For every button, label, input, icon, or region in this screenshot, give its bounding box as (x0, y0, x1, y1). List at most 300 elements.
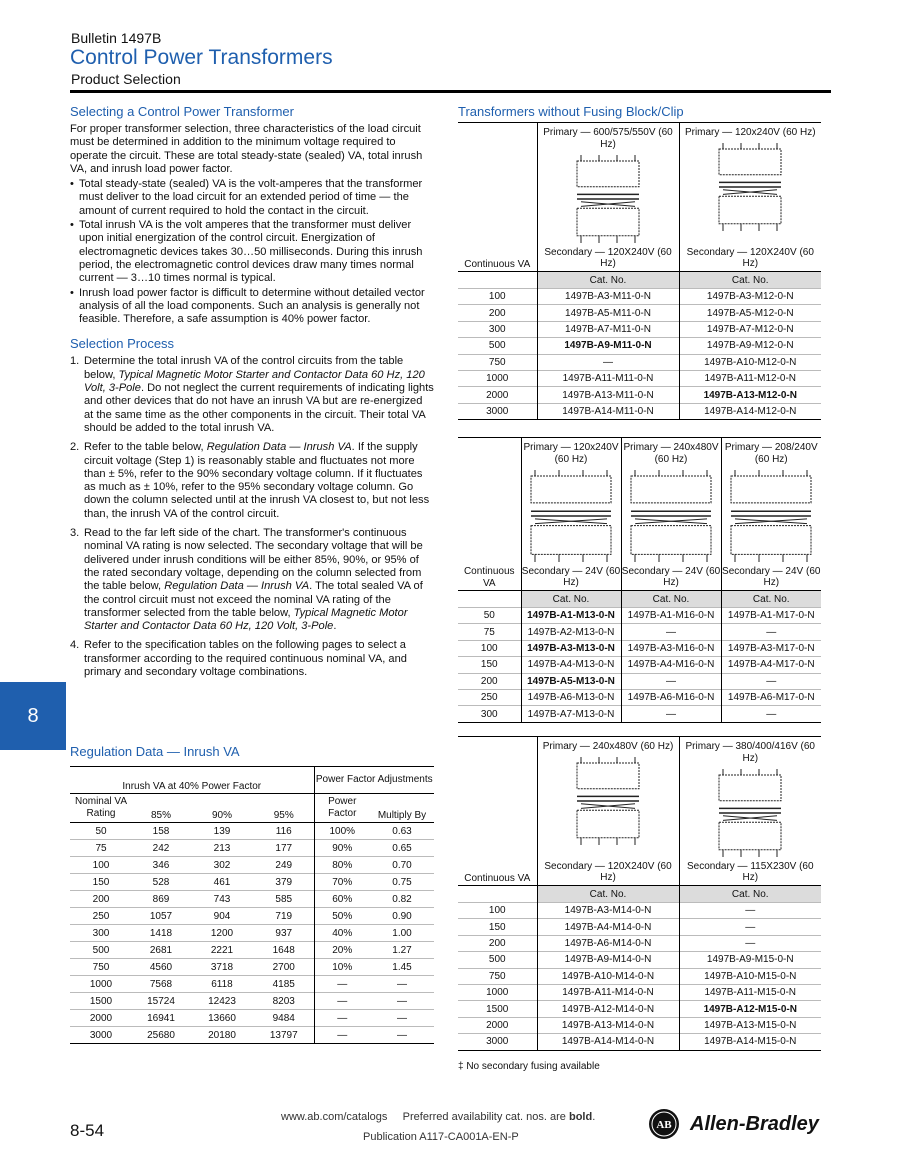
table-cell: 585 (254, 891, 314, 908)
table-row (458, 903, 821, 919)
cat-no-cell: — (679, 919, 821, 935)
table-cell: 500 (70, 942, 132, 959)
col-85: 85% (132, 794, 190, 823)
step-number: 4. (70, 639, 80, 652)
table-cell: 200 (70, 891, 132, 908)
group-pf: Power Factor Adjustments (314, 767, 434, 794)
t2-primary-1: Primary — 120x240V (60 Hz) (523, 442, 619, 465)
cat-no-cell: 1497B-A3-M12-0-N (679, 289, 821, 305)
step-text (84, 639, 434, 679)
cat-no-cell: — (721, 624, 821, 640)
table-row (458, 1001, 821, 1017)
t2-secondary-3: Secondary — 24V (60 Hz) (721, 566, 821, 591)
va-header-cell (458, 886, 537, 903)
table-cell: 750 (70, 959, 132, 976)
t2-wiring-diagram-3 (727, 468, 815, 564)
step-text-part: Typical Magnetic Motor Starter and Contactor Data 60 Hz, 120 Volt, 3-Pole (84, 606, 408, 633)
table-cell: 20% (314, 942, 370, 959)
bullet-mark: • (70, 178, 74, 191)
table-cell: — (370, 1027, 434, 1044)
table-cell: 0.63 (370, 823, 434, 840)
table-cell: 40% (314, 925, 370, 942)
step-text-part: Refer to the table below, (84, 441, 207, 454)
cat-no-cell: 1497B-A11-M14-0-N (537, 984, 679, 1000)
col-95: 95% (254, 794, 314, 823)
t1-wiring-diagram-1 (573, 153, 643, 245)
cat-no-cell: 1497B-A12-M15-0-N (679, 1001, 821, 1017)
table-cell: 3718 (190, 959, 254, 976)
table-cell: 249 (254, 857, 314, 874)
table-cell: 1648 (254, 942, 314, 959)
table-cell: 1000 (70, 976, 132, 993)
table-cell: 0.65 (370, 840, 434, 857)
t3-secondary-1: Secondary — 120X240V (60 Hz) (537, 861, 679, 886)
table-row (458, 968, 821, 984)
step-text-part: . If the supply circuit voltage (Step 1) is reasonably stable and fluctuates not more than ± 5%, refer to the 90% secondary voltage column. If it fluctuates as much as ± 10%, refer to the 95% secondary voltage column. Go down the column selected until at the inrush VA closest to, but not less than, the inrush VA of the control circuit. (84, 441, 430, 520)
preferred-note: Preferred availability cat. nos. are (402, 1111, 566, 1123)
table-cell: 139 (190, 823, 254, 840)
table-row (458, 984, 821, 1000)
preferred-end: . (592, 1111, 596, 1123)
step-text-part: Regulation Data — Inrush VA (164, 580, 310, 593)
table-cell: 158 (132, 823, 190, 840)
group-inrush: Inrush VA at 40% Power Factor (70, 767, 314, 794)
table-cell: 12423 (190, 993, 254, 1010)
step-item (70, 355, 434, 435)
table-cell: 2221 (190, 942, 254, 959)
t2-primary-3: Primary — 208/240V (60 Hz) (724, 442, 818, 465)
table-cell: 1200 (190, 925, 254, 942)
cat-no-header: Cat. No. (679, 886, 821, 903)
table-cell: 1500 (70, 993, 132, 1010)
table-row (70, 993, 434, 1010)
table-row (70, 840, 434, 857)
cat-no-cell: — (721, 706, 821, 722)
va-cell: 2000 (458, 1017, 537, 1033)
cat-no-cell: 1497B-A4-M14-0-N (537, 919, 679, 935)
cat-no-cell: 1497B-A13-M12-0-N (679, 387, 821, 403)
va-cell: 500 (458, 338, 537, 354)
cat-no-cell: 1497B-A14-M11-0-N (537, 403, 679, 419)
allen-bradley-logo (648, 1108, 680, 1140)
step-text-part: Determine the total inrush VA of the control circuits from the table below, (84, 355, 404, 381)
step-text-part: Refer to the specification tables on the following pages to select a transformer according to the required continuous nominal VA, and primary and secondary voltage combinations. (84, 639, 407, 678)
cat-no-cell: 1497B-A4-M16-0-N (621, 657, 721, 673)
va-cell: 300 (458, 321, 537, 337)
va-header-cell (458, 591, 521, 608)
va-cell: 200 (458, 305, 537, 321)
bullet-item (70, 219, 434, 285)
va-cell: 300 (458, 706, 521, 722)
cat-no-cell: 1497B-A4-M13-0-N (521, 657, 621, 673)
cat-no-header: Cat. No. (721, 591, 821, 608)
table-cell: 719 (254, 908, 314, 925)
t1-primary-2: Primary — 120x240V (60 Hz) (684, 127, 816, 138)
step-text (84, 527, 434, 633)
table-cell: 100 (70, 857, 132, 874)
table-3 (458, 736, 821, 1051)
table-cell: 100% (314, 823, 370, 840)
table-1 (458, 122, 821, 420)
table-cell: 177 (254, 840, 314, 857)
table-cell: 13660 (190, 1010, 254, 1027)
table-row (458, 1017, 821, 1033)
table-cell: 0.82 (370, 891, 434, 908)
cat-no-cell: — (621, 624, 721, 640)
col-multiply: Multiply By (370, 794, 434, 823)
va-cell: 150 (458, 657, 521, 673)
cat-no-cell: 1497B-A11-M15-0-N (679, 984, 821, 1000)
cat-no-cell: 1497B-A13-M15-0-N (679, 1017, 821, 1033)
cat-header-row (458, 272, 821, 289)
cat-no-cell: 1497B-A6-M13-0-N (521, 689, 621, 705)
table-cell: 1418 (132, 925, 190, 942)
cat-no-cell: 1497B-A5-M13-0-N (521, 673, 621, 689)
cat-no-cell: 1497B-A5-M12-0-N (679, 305, 821, 321)
va-cell: 500 (458, 952, 537, 968)
preferred-bold: bold (568, 1111, 593, 1123)
table-row (458, 608, 821, 624)
t3-secondary-2: Secondary — 115X230V (60 Hz) (679, 861, 821, 886)
step-item (70, 639, 434, 679)
table-cell: 13797 (254, 1027, 314, 1044)
va-cell: 75 (458, 624, 521, 640)
step-text-part: . (333, 620, 337, 633)
va-cell: 200 (458, 673, 521, 689)
step-item (70, 441, 434, 521)
table-cell: 302 (190, 857, 254, 874)
step-number: 2. (70, 441, 80, 454)
table-row (70, 959, 434, 976)
step-text-part: Regulation Data — Inrush VA (206, 441, 352, 454)
col-power-factor: Power Factor (314, 794, 370, 823)
table-2 (458, 437, 821, 723)
step-text-part: . The total sealed VA of the control circuit must not exceed the nominal VA rating of the transformer selected from the table below, (84, 580, 423, 619)
t2-primary-2: Primary — 240x480V (60 Hz) (623, 442, 719, 465)
cat-no-cell: 1497B-A3-M11-0-N (537, 289, 679, 305)
step-number: 3. (70, 527, 80, 540)
table-cell: 6118 (190, 976, 254, 993)
bullet-text: Total inrush VA is the volt amperes that the transformer must deliver upon initial energization of the control circuit. Energization of electromagnetic devices takes 30…50 milliseconds. During this inrush period, the electromagnetic control devices draw many times normal current — 3…10 times normal is typical. (79, 219, 423, 285)
table-cell: 250 (70, 908, 132, 925)
cat-no-cell: 1497B-A10-M12-0-N (679, 354, 821, 370)
cat-no-cell: — (679, 903, 821, 919)
cat-no-cell: 1497B-A9-M12-0-N (679, 338, 821, 354)
va-cell: 150 (458, 919, 537, 935)
cat-no-cell: 1497B-A7-M12-0-N (679, 321, 821, 337)
cat-no-cell: 1497B-A14-M15-0-N (679, 1034, 821, 1050)
table-cell: — (370, 1010, 434, 1027)
table-row (70, 976, 434, 993)
table-cell: 1.00 (370, 925, 434, 942)
table-row (458, 354, 821, 370)
cat-no-cell: 1497B-A3-M16-0-N (621, 640, 721, 656)
cat-no-cell: 1497B-A7-M11-0-N (537, 321, 679, 337)
bullet-text: Total steady-state (sealed) VA is the volt-amperes that the transformer must deliver to the load circuit for an extended period of time — the amount of current required to hold the contact in the circuit. (79, 178, 423, 217)
cat-no-header: Cat. No. (521, 591, 621, 608)
table-row (458, 706, 821, 722)
table-cell: 1.27 (370, 942, 434, 959)
table-cell: 3000 (70, 1027, 132, 1044)
selecting-heading: Selecting a Control Power Transformer (70, 104, 294, 119)
cat-no-cell: 1497B-A3-M14-0-N (537, 903, 679, 919)
cat-no-cell: 1497B-A3-M17-0-N (721, 640, 821, 656)
table-cell: 1.45 (370, 959, 434, 976)
table-cell: — (314, 1010, 370, 1027)
va-cell: 2000 (458, 387, 537, 403)
t3-primary-1: Primary — 240x480V (60 Hz) (542, 741, 674, 752)
table-cell: 70% (314, 874, 370, 891)
cat-no-cell: 1497B-A9-M15-0-N (679, 952, 821, 968)
table-row (458, 387, 821, 403)
table-cell: 346 (132, 857, 190, 874)
va-cell: 50 (458, 608, 521, 624)
table-row (70, 1010, 434, 1027)
table-cell: 0.75 (370, 874, 434, 891)
cat-no-cell: 1497B-A14-M14-0-N (537, 1034, 679, 1050)
va-header-cell (458, 272, 537, 289)
table-row (458, 403, 821, 419)
cat-no-cell: 1497B-A7-M13-0-N (521, 706, 621, 722)
cat-no-cell: 1497B-A1-M17-0-N (721, 608, 821, 624)
regulation-title: Regulation Data — Inrush VA (70, 744, 240, 759)
t3-wiring-diagram-2 (715, 767, 785, 859)
table-cell: 16941 (132, 1010, 190, 1027)
step-text (84, 355, 434, 435)
va-cell: 250 (458, 689, 521, 705)
table-row (70, 823, 434, 840)
table-cell: 20180 (190, 1027, 254, 1044)
cat-no-header: Cat. No. (621, 591, 721, 608)
table-row (458, 657, 821, 673)
cat-no-header: Cat. No. (679, 272, 821, 289)
cat-no-cell: 1497B-A3-M13-0-N (521, 640, 621, 656)
bullet-mark: • (70, 286, 74, 299)
page-subtitle: Product Selection (71, 71, 181, 87)
cat-no-cell: 1497B-A9-M11-0-N (537, 338, 679, 354)
va-cell: 3000 (458, 403, 537, 419)
va-cell: 750 (458, 968, 537, 984)
va-cell: 1500 (458, 1001, 537, 1017)
page-number: 8-54 (70, 1121, 105, 1140)
step-text-part: . Do not neglect the current requirements of indicating lights and other devices that do not have an inrush VA but are re-energized at the same time as the other components in the circuit. Their total VA should be added to the total inrush VA. (84, 382, 434, 434)
table-row (458, 624, 821, 640)
step-list (70, 355, 434, 679)
step-text (84, 441, 434, 521)
va-cell: 100 (458, 903, 537, 919)
table-row (458, 673, 821, 689)
t2-secondary-1: Secondary — 24V (60 Hz) (521, 566, 621, 591)
table-cell: 10% (314, 959, 370, 976)
selection-process-heading: Selection Process (70, 336, 175, 352)
table-row (70, 891, 434, 908)
t3-wiring-diagram-1 (573, 755, 643, 847)
cat-no-cell: 1497B-A6-M16-0-N (621, 689, 721, 705)
step-number: 1. (70, 355, 80, 368)
t1-primary-1: Primary — 600/575/550V (60 Hz) (543, 127, 673, 150)
left-column (70, 104, 434, 685)
cat-no-cell: — (621, 673, 721, 689)
table-cell: 116 (254, 823, 314, 840)
va-cell: 750 (458, 354, 537, 370)
cat-header-row (458, 591, 821, 608)
table-row (458, 289, 821, 305)
table-cell: 2700 (254, 959, 314, 976)
table-row (458, 935, 821, 951)
continuous-va-header: Continuous VA (458, 123, 537, 272)
col-nominal: Nominal VA Rating (70, 794, 132, 823)
table-cell: 50% (314, 908, 370, 925)
table-row (458, 1034, 821, 1050)
table-cell: 90% (314, 840, 370, 857)
continuous-va-header: Continuous VA (458, 737, 537, 886)
publication-number: Publication A117-CA001A-EN-P (363, 1131, 519, 1143)
table-row (458, 370, 821, 386)
table-cell: — (314, 976, 370, 993)
table-cell: 2681 (132, 942, 190, 959)
cat-no-cell: 1497B-A9-M14-0-N (537, 952, 679, 968)
table-cell: 9484 (254, 1010, 314, 1027)
va-cell: 1000 (458, 370, 537, 386)
table-cell: — (370, 976, 434, 993)
cat-no-header: Cat. No. (537, 886, 679, 903)
table-row (70, 874, 434, 891)
cat-no-cell: 1497B-A5-M11-0-N (537, 305, 679, 321)
table-row (458, 919, 821, 935)
right-title: Transformers without Fusing Block/Clip (458, 104, 684, 119)
cat-header-row (458, 886, 821, 903)
logo-text: AB (656, 1119, 672, 1131)
cat-no-cell: 1497B-A6-M14-0-N (537, 935, 679, 951)
table-cell: 50 (70, 823, 132, 840)
table-cell: 15724 (132, 993, 190, 1010)
table-cell: 25680 (132, 1027, 190, 1044)
footnote: ‡ No secondary fusing available (458, 1061, 600, 1072)
cat-no-cell: 1497B-A13-M11-0-N (537, 387, 679, 403)
table-cell: — (370, 993, 434, 1010)
cat-no-cell: — (537, 354, 679, 370)
step-item (70, 527, 434, 633)
brand-name: Allen-Bradley (690, 1113, 819, 1135)
footer-line (281, 1111, 595, 1123)
table-cell: 461 (190, 874, 254, 891)
table-cell: 150 (70, 874, 132, 891)
page-title: Control Power Transformers (70, 46, 333, 69)
table-cell: 904 (190, 908, 254, 925)
table-row (70, 857, 434, 874)
va-cell: 200 (458, 935, 537, 951)
table-row (70, 908, 434, 925)
cat-no-cell: 1497B-A11-M11-0-N (537, 370, 679, 386)
cat-no-cell: 1497B-A4-M17-0-N (721, 657, 821, 673)
step-text-part: Typical Magnetic Motor Starter and Contactor Data 60 Hz, 120 Volt, 3-Pole (84, 368, 425, 395)
cat-no-header: Cat. No. (537, 272, 679, 289)
cat-no-cell: 1497B-A1-M13-0-N (521, 608, 621, 624)
cat-no-cell: 1497B-A6-M17-0-N (721, 689, 821, 705)
t1-wiring-diagram-2 (715, 141, 785, 233)
bullet-list (70, 178, 434, 326)
cat-no-cell: 1497B-A1-M16-0-N (621, 608, 721, 624)
step-text-part: Read to the far left side of the chart. The transformer's continuous nominal VA rating is now selected. The secondary voltage that will be delivered under inrush conditions will be either 85%, 90%, or 95% of the rated secondary voltage, depending on the column selected from the table below, (84, 527, 423, 593)
table-cell: 242 (132, 840, 190, 857)
va-cell: 100 (458, 640, 521, 656)
selecting-intro: For proper transformer selection, three characteristics of the load circuit must be determined in addition to the minimum voltage required to operate the circuit. These are total steady-state (sealed) VA, total inrush VA, and inrush load power factor. (70, 123, 423, 175)
table-cell: 60% (314, 891, 370, 908)
table-row (70, 925, 434, 942)
table-cell: 75 (70, 840, 132, 857)
t2-wiring-diagram-2 (627, 468, 715, 564)
table-cell: 1057 (132, 908, 190, 925)
table-cell: 4185 (254, 976, 314, 993)
table-row (458, 952, 821, 968)
cat-no-cell: 1497B-A14-M12-0-N (679, 403, 821, 419)
va-cell: 1000 (458, 984, 537, 1000)
table-row (458, 321, 821, 337)
table-cell: — (314, 993, 370, 1010)
t3-primary-2: Primary — 380/400/416V (60 Hz) (685, 741, 815, 764)
cat-no-cell: 1497B-A12-M14-0-N (537, 1001, 679, 1017)
cat-no-cell: — (621, 706, 721, 722)
table-cell: 0.90 (370, 908, 434, 925)
t2-wiring-diagram-1 (527, 468, 615, 564)
table-cell: 0.70 (370, 857, 434, 874)
table-cell: — (314, 1027, 370, 1044)
cat-no-cell: — (721, 673, 821, 689)
table-cell: 80% (314, 857, 370, 874)
section-tab: 8 (0, 682, 66, 750)
bullet-text: Inrush load power factor is difficult to determine without detailed vector analysis of all the load components. Such an analysis is generally not feasible. Therefore, a safe assumption is 40% power factor. (79, 286, 425, 326)
table-cell: 213 (190, 840, 254, 857)
table-cell: 869 (132, 891, 190, 908)
bullet-item (70, 178, 434, 218)
t2-secondary-2: Secondary — 24V (60 Hz) (621, 566, 721, 591)
cat-no-cell: 1497B-A10-M15-0-N (679, 968, 821, 984)
va-cell: 3000 (458, 1034, 537, 1050)
t1-secondary-1: Secondary — 120X240V (60 Hz) (537, 247, 679, 272)
header-rule (70, 90, 831, 93)
catalog-url[interactable]: www.ab.com/catalogs (281, 1111, 388, 1123)
table-row (70, 1027, 434, 1044)
cat-no-cell: — (679, 935, 821, 951)
table-row (70, 942, 434, 959)
table-cell: 8203 (254, 993, 314, 1010)
table-row (458, 640, 821, 656)
table-cell: 4560 (132, 959, 190, 976)
table-cell: 937 (254, 925, 314, 942)
cat-no-cell: 1497B-A2-M13-0-N (521, 624, 621, 640)
bullet-mark: • (70, 219, 74, 232)
table-cell: 300 (70, 925, 132, 942)
va-cell: 100 (458, 289, 537, 305)
col-90: 90% (190, 794, 254, 823)
regulation-table (70, 766, 434, 1044)
t1-secondary-2: Secondary — 120X240V (60 Hz) (679, 247, 821, 272)
bullet-item (70, 287, 434, 327)
cat-no-cell: 1497B-A10-M14-0-N (537, 968, 679, 984)
cat-no-cell: 1497B-A11-M12-0-N (679, 370, 821, 386)
bulletin-label: Bulletin 1497B (71, 30, 162, 46)
table-cell: 528 (132, 874, 190, 891)
table-cell: 743 (190, 891, 254, 908)
table-cell: 379 (254, 874, 314, 891)
table-cell: 7568 (132, 976, 190, 993)
table-row (458, 338, 821, 354)
table-cell: 2000 (70, 1010, 132, 1027)
cat-no-cell: 1497B-A13-M14-0-N (537, 1017, 679, 1033)
table-row (458, 689, 821, 705)
continuous-va-header: Continuous VA (458, 438, 521, 591)
table-row (458, 305, 821, 321)
